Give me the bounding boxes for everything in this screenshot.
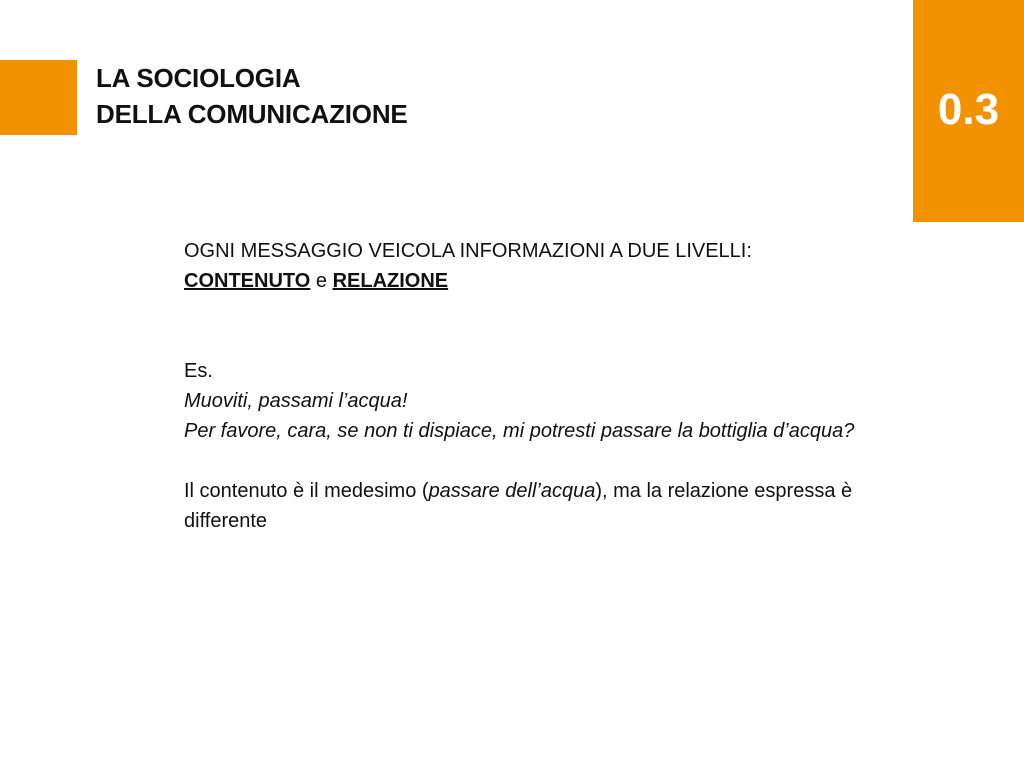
example-sentence-1: Muoviti, passami l’acqua! — [184, 390, 408, 412]
slide-title-line-1: LA SOCIOLOGIA — [96, 63, 301, 93]
example-label: Es. — [184, 360, 213, 382]
conclusion-text-end: ), ma la relazione espressa è differente — [184, 480, 853, 532]
intro-paragraph — [184, 236, 864, 296]
conclusion-italic: passare dell’acqua — [428, 480, 596, 502]
slide-title-line-2: DELLA COMUNICAZIONE — [96, 99, 408, 129]
conclusion-paragraph — [184, 476, 864, 536]
connector-text: e — [310, 270, 333, 292]
accent-square — [0, 60, 77, 135]
keyword-relazione: RELAZIONE — [332, 270, 449, 292]
slide-number: 0.3 — [937, 85, 1000, 134]
slide-number-tab — [913, 0, 1024, 222]
conclusion-text-start: Il contenuto è il medesimo ( — [184, 480, 429, 502]
keyword-contenuto: CONTENUTO — [184, 270, 311, 292]
slide-body — [184, 236, 864, 536]
example-block — [184, 356, 864, 446]
slide-title — [96, 60, 408, 132]
intro-text: OGNI MESSAGGIO VEICOLA INFORMAZIONI A DUE LIVELLI: — [184, 240, 752, 262]
example-sentence-2: Per favore, cara, se non ti dispiace, mi potresti passare la bottiglia d’acqua? — [184, 420, 855, 442]
